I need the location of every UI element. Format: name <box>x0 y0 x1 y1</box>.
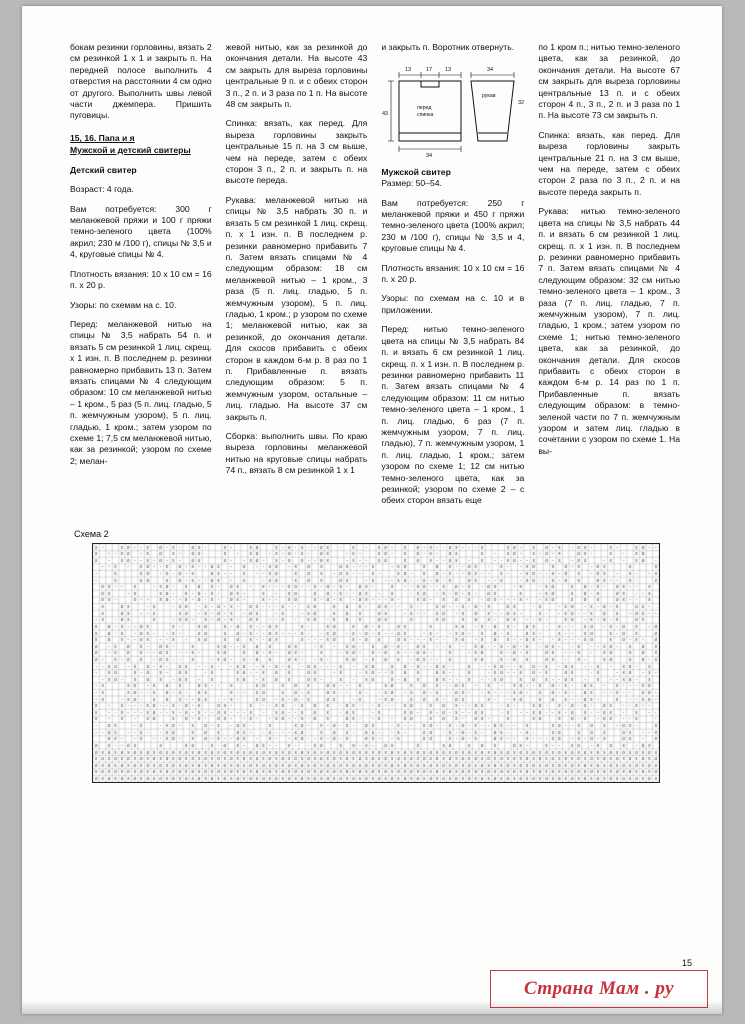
paragraph: Плотность вязания: 10 х 10 см = 16 п. х 20 р. <box>381 262 525 285</box>
paragraph: Плотность вязания: 10 х 10 см = 16 п. х 20 р. <box>70 268 212 291</box>
paragraph: Рукава: меланжевой нитью на спицы № 3,5 набрать 30 п. и вязать 5 см резинкой 1 лиц. скрещ. п. х 1 изн. п. В последнем р. резинки равномерно прибавить 7 п. Затем вязать спицами № 4 следующим образом: 18 см меланжевой нитью – 1 кром., 3 раза (5 п. лиц. гладью, 5 п. жемчужным узором), 5 п. лиц. гладью, 1 кром.; р узором по схеме 1; меланжевой нитью, как за резинкой, до окончания детали. Для скосов прибавить с обеих сторон в каждом 6-м р. 8 раз по 1 п. Прибавленные п. вязать следующим образом: 5 п. жемчужным узором, остальные – лиц. гладью. На высоте 37 см закрыть п. <box>225 194 368 422</box>
schematic-label-sleeve-width: 34 <box>487 67 494 74</box>
subheading-child-sweater: Детский свитер <box>70 164 137 175</box>
paragraph: Возраст: 4 года. <box>70 184 134 195</box>
chart-title: Схема 2 <box>74 528 109 539</box>
section-heading-2: Мужской и детский свитеры <box>70 144 191 155</box>
page-bottom-shadow <box>22 1000 722 1014</box>
paragraph: Спинка: вязать, как перед. Для выреза горловины закрыть центральные 15 п. на 3 см выше, чем на переде, затем с обеих сторон 3 п., 2 п. и закрыть п. на высоте переда. <box>225 118 368 186</box>
paragraph: Перед: меланжевой нитью на спицы № 3,5 набрать 54 п. и вязать 5 см резинкой 1 лиц. скрещ. х 1 изн. п. В последнем р. резинки равномерно прибавить 13 п. Затем вязать спицами № 4 следующим образом: 10 см меланжевой нитью – 1 кром., 5 раз (5 п. лиц. гладью, 5 п. жемчужным узором), 5 п. лиц. гладью, 1 кром.; затем узором по схеме 1; 7,5 см меланжевой нитью, как за резинкой; узором по схеме 2; мелан- <box>70 318 212 466</box>
column-1 <box>70 42 212 507</box>
schematic-label-top-3: 13 <box>445 67 452 74</box>
magazine-page <box>22 6 722 1014</box>
schematic-label-sleeve-len: 32 <box>518 100 525 107</box>
schematic-label-top-1: 13 <box>405 67 412 74</box>
chart-canvas <box>93 544 659 782</box>
paragraph: Спинка: вязать, как перед. Для выреза горловины закрыть центральные 21 п. на 3 см выше, чем на переде, затем с обеих сторон 2 раза по 3 п., 2 п. и на высоте переда закрыть п. <box>538 129 681 197</box>
knitting-chart <box>92 543 660 783</box>
paragraph: Перед: нитью темно-зеленого цвета на спицы № 3,5 набрать 84 п. и вязать 6 см резинкой 1 лиц. скрещ. п. х 1 изн. п. В последнем р. резинки равномерно прибавить 11 п. Затем вязать спицами № 4 следующим образом: 11 см нитью темно-зеленого цвета – 1 кром., 1 п. лиц. гладью, 6 раз (7 п. жемчужным узором, 7 п. лиц. гладью), 7 п. жемчужным узором, 1 п. лиц. гладью, 1 кром.; затем узором по схеме 1; 12 см нитью темно-зеленого цвета, как за резинкой; узором по схеме 2 – с обеих сторон вязать еще <box>381 324 525 506</box>
page-number: 15 <box>681 958 692 968</box>
paragraph: Узоры: по схемам на с. 10. <box>70 299 177 310</box>
paragraph: бокам резинки горловины, вязать 2 см резинкой 1 х 1 и закрыть п. На передней полосе выполнить 4 отверстия на расстоянии 4 см одно от другого. Выполнить швы левой части джемпера. Пришить пуговицы. <box>70 42 212 121</box>
subheading-mens-sweater: Мужской свитер <box>381 166 451 177</box>
section-heading-1: 15, 16. Папа и я <box>70 132 135 143</box>
column-3 <box>381 42 524 507</box>
schematic-label-body-1: перед <box>417 105 432 112</box>
paragraph: Рукава: нитью темно-зеленого цвета на спицы № 3,5 набрать 44 п. и вязать 6 см резинкой 1 лиц. скрещ. п. х 1 изн. п. В последнем р. резинки равномерно прибавить 7 п. Затем вязать спицами № 4 следующим образом: 32 см нитью темно-зеленого цвета – 1 кром., 3 раза (7 п. лиц. гладью, 7 п. жемчужным узором), 7 п. лиц. гладью, 1 кром.; затем узором по схеме 1; нитью темно-зеленого цвета, как за резинкой, до окончания детали. Для скосов прибавить с обеих сторон в каждом 6-м р. 14 раз по 1 п. Прибавленные п. вязать следующим образом: в темно-зеленой части по 7 п. жемчужным узором и затем лиц. гладью в сочетании с узором по схеме 1. На вы- <box>538 206 681 456</box>
paragraph: по 1 кром п.; нитью темно-зеленого цвета, как за резинкой, до окончания детали. На высоте 67 см закрыть для выреза горловины центральные 13 п. и с обеих сторон 4 п., 3 п., 2 п. и 3 раза по 1 п. На высоте 73 см закрыть п. <box>538 42 681 121</box>
watermark-text: Страна Мам . ру <box>523 978 675 999</box>
paragraph: и закрыть п. Воротник отвернуть. <box>381 42 515 52</box>
page-content <box>70 42 680 783</box>
paragraph: Размер: 50–54. <box>381 178 442 189</box>
column-4 <box>538 42 680 507</box>
schematic-label-height: 43 <box>382 111 389 118</box>
paragraph: Вам потребуется: 300 г меланжевой пряжи и 100 г пряжи темно-зеленого цвета (100% акрил; 230 м /100 г), спицы № 3,5 и 4, круговые спицы № 4. <box>70 203 212 260</box>
paragraph: жевой нитью, как за резинкой до окончания детали. На высоте 43 см закрыть для выреза горловины центральные 9 п. и с обеих сторон 3 п., 2 п. и 3 раза по 1 п. На высоте 48 см закрыть п. <box>225 42 368 110</box>
garment-schematic <box>381 59 524 162</box>
paragraph: Сборка: выполнить швы. По краю выреза горловины меланжевой нитью на круговые спицы набрать 74 п., вязать 8 см резинкой 1 х 1 <box>225 431 368 476</box>
text-columns <box>70 42 680 507</box>
schematic-svg <box>381 59 524 159</box>
paragraph: Вам потребуется: 250 г меланжевой пряжи и 450 г пряжи темно-зеленого цвета (100% акрил; 230 м /100 г), спицы № 3,5 и 4, круговые спицы № 4. <box>381 197 525 254</box>
schematic-label-body-2: спинка <box>417 112 434 119</box>
paragraph: Узоры: по схемам на с. 10 и в приложении. <box>381 293 525 315</box>
column-2 <box>226 42 368 507</box>
schematic-label-sleeve: рукав <box>482 93 496 100</box>
schematic-label-bottom: 34 <box>426 153 433 160</box>
schematic-label-top-2: 17 <box>426 67 433 74</box>
